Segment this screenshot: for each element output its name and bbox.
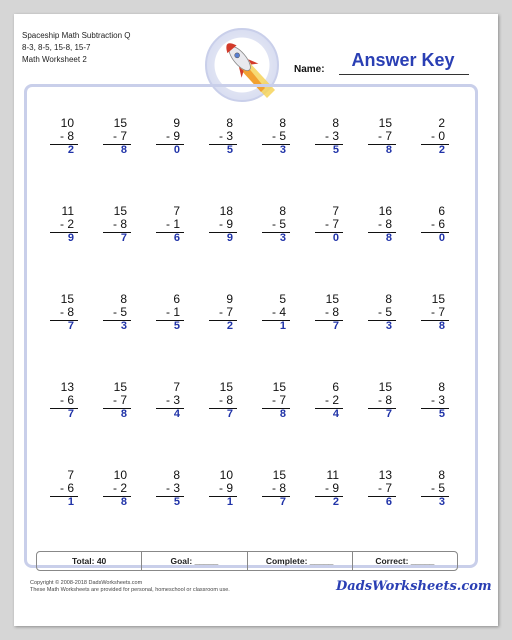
name-label: Name: xyxy=(294,64,325,75)
problem xyxy=(138,380,190,468)
minuend: 8 xyxy=(332,116,339,130)
minus-sign: - xyxy=(218,217,223,231)
answer: 7 xyxy=(332,320,339,332)
minuend: 15 xyxy=(272,380,286,394)
answer: 7 xyxy=(67,408,74,420)
minus-sign: - xyxy=(112,481,117,495)
score-complete: Complete: _____ xyxy=(248,552,353,570)
problem xyxy=(85,468,137,556)
subtrahend-line xyxy=(272,305,286,319)
subtrahend: 1 xyxy=(173,217,180,231)
subtrahend-line xyxy=(325,481,339,495)
minus-sign: - xyxy=(430,129,435,143)
minus-sign: - xyxy=(165,129,170,143)
minuend: 10 xyxy=(60,116,74,130)
score-correct: Correct: _____ xyxy=(375,556,435,566)
subtrahend-line xyxy=(325,129,339,143)
subtrahend-line xyxy=(166,129,180,143)
subtrahend-line xyxy=(166,217,180,231)
minus-sign: - xyxy=(218,393,223,407)
problem xyxy=(350,380,402,468)
minuend: 6 xyxy=(438,204,445,218)
answer: 6 xyxy=(173,232,180,244)
subtrahend-line xyxy=(272,481,286,495)
subtrahend: 9 xyxy=(173,129,180,143)
minus-sign: - xyxy=(218,305,223,319)
subtrahend-line xyxy=(166,305,180,319)
minuend: 11 xyxy=(326,468,339,482)
answer: 0 xyxy=(332,232,339,244)
minus-sign: - xyxy=(271,217,276,231)
answer: 8 xyxy=(120,408,127,420)
minuend: 18 xyxy=(219,204,233,218)
subtrahend: 7 xyxy=(120,129,127,143)
subtrahend-line xyxy=(60,305,74,319)
minus-sign: - xyxy=(112,305,117,319)
subtrahend-line xyxy=(272,129,286,143)
score-bar xyxy=(36,551,458,571)
answer: 0 xyxy=(173,144,180,156)
brand-logo: DadsWorksheets.com xyxy=(336,579,492,594)
minus-sign: - xyxy=(377,481,382,495)
answer: 3 xyxy=(279,144,286,156)
minuend: 8 xyxy=(120,292,127,306)
minuend: 13 xyxy=(60,380,74,394)
subtrahend: 7 xyxy=(385,129,392,143)
subtrahend-line xyxy=(431,217,445,231)
subtrahend: 8 xyxy=(385,217,392,231)
subtrahend-line xyxy=(166,393,180,407)
answer: 5 xyxy=(332,144,339,156)
problem xyxy=(403,292,455,380)
answer: 2 xyxy=(332,496,339,508)
problem xyxy=(403,380,455,468)
subtrahend-line xyxy=(219,217,233,231)
problem xyxy=(191,292,243,380)
problem xyxy=(403,468,455,556)
subtrahend: 0 xyxy=(438,129,445,143)
minus-sign: - xyxy=(377,393,382,407)
answer: 1 xyxy=(279,320,286,332)
answer: 5 xyxy=(438,408,445,420)
problem xyxy=(350,292,402,380)
answer: 2 xyxy=(226,320,233,332)
subtrahend: 5 xyxy=(438,481,445,495)
minuend: 2 xyxy=(438,116,445,130)
minuend: 5 xyxy=(279,292,286,306)
problem xyxy=(191,468,243,556)
answer: 8 xyxy=(438,320,445,332)
minus-sign: - xyxy=(59,217,64,231)
problem xyxy=(297,468,349,556)
problem xyxy=(138,292,190,380)
problem xyxy=(297,116,349,204)
subtrahend: 8 xyxy=(385,393,392,407)
worksheet-header xyxy=(22,30,131,66)
minus-sign: - xyxy=(430,481,435,495)
subtrahend: 7 xyxy=(120,393,127,407)
subtrahend: 6 xyxy=(67,481,74,495)
problem xyxy=(138,204,190,292)
subtrahend: 7 xyxy=(385,481,392,495)
minuend: 8 xyxy=(385,292,392,306)
answer: 7 xyxy=(226,408,233,420)
subtrahend-line xyxy=(325,305,339,319)
answer: 4 xyxy=(173,408,180,420)
minuend: 9 xyxy=(173,116,180,130)
subtrahend-line xyxy=(219,481,233,495)
problem xyxy=(85,116,137,204)
minus-sign: - xyxy=(218,129,223,143)
subtrahend: 7 xyxy=(279,393,286,407)
answer: 3 xyxy=(385,320,392,332)
subtrahend: 2 xyxy=(67,217,74,231)
answer: 8 xyxy=(120,144,127,156)
subtrahend-line xyxy=(219,305,233,319)
minus-sign: - xyxy=(165,393,170,407)
problem xyxy=(403,116,455,204)
minuend: 10 xyxy=(113,468,127,482)
problem xyxy=(32,380,84,468)
subtrahend-line xyxy=(219,129,233,143)
subtrahend: 2 xyxy=(332,393,339,407)
answer-key-label: Answer Key xyxy=(351,50,455,70)
subtrahend-line xyxy=(431,481,445,495)
subtrahend: 9 xyxy=(226,217,233,231)
subtrahend-line xyxy=(378,481,392,495)
minuend: 9 xyxy=(226,292,233,306)
worksheet-subtitle: Math Worksheet 2 xyxy=(22,55,87,64)
problem xyxy=(350,204,402,292)
subtrahend-line xyxy=(113,129,127,143)
minus-sign: - xyxy=(59,393,64,407)
subtrahend: 3 xyxy=(438,393,445,407)
problem xyxy=(297,380,349,468)
problem xyxy=(138,116,190,204)
answer: 3 xyxy=(279,232,286,244)
minus-sign: - xyxy=(377,217,382,231)
minuend: 8 xyxy=(279,204,286,218)
minus-sign: - xyxy=(165,305,170,319)
subtrahend-line xyxy=(325,393,339,407)
subtrahend-line xyxy=(378,305,392,319)
minuend: 13 xyxy=(378,468,392,482)
answer: 5 xyxy=(173,496,180,508)
subtrahend-line xyxy=(378,129,392,143)
minuend: 11 xyxy=(61,204,74,218)
subtrahend: 6 xyxy=(67,393,74,407)
answer: 0 xyxy=(438,232,445,244)
subtrahend-line xyxy=(431,129,445,143)
score-goal: Goal: _____ xyxy=(142,552,247,570)
problem xyxy=(138,468,190,556)
subtrahend: 8 xyxy=(332,305,339,319)
subtrahend-line xyxy=(219,393,233,407)
problem xyxy=(85,380,137,468)
minus-sign: - xyxy=(165,217,170,231)
problem xyxy=(32,116,84,204)
minuend: 15 xyxy=(378,116,392,130)
subtrahend: 3 xyxy=(332,129,339,143)
minus-sign: - xyxy=(218,481,223,495)
problem xyxy=(403,204,455,292)
minuend: 15 xyxy=(431,292,445,306)
answer: 7 xyxy=(67,320,74,332)
minuend: 15 xyxy=(113,204,127,218)
minus-sign: - xyxy=(430,217,435,231)
minus-sign: - xyxy=(112,129,117,143)
minus-sign: - xyxy=(430,393,435,407)
answer: 3 xyxy=(438,496,445,508)
minuend: 15 xyxy=(219,380,233,394)
answer: 6 xyxy=(385,496,392,508)
minuend: 8 xyxy=(438,380,445,394)
minuend: 6 xyxy=(332,380,339,394)
subtrahend-line xyxy=(60,481,74,495)
subtrahend-line xyxy=(113,481,127,495)
minuend: 8 xyxy=(173,468,180,482)
minus-sign: - xyxy=(324,129,329,143)
subtrahend-line xyxy=(166,481,180,495)
problem xyxy=(32,468,84,556)
subtrahend: 5 xyxy=(385,305,392,319)
problem xyxy=(191,116,243,204)
minuend: 15 xyxy=(113,116,127,130)
minuend: 8 xyxy=(279,116,286,130)
minuend: 15 xyxy=(378,380,392,394)
subtrahend-line xyxy=(378,217,392,231)
problem xyxy=(244,380,296,468)
problem xyxy=(244,468,296,556)
minuend: 6 xyxy=(173,292,180,306)
subtrahend-line xyxy=(113,393,127,407)
subtrahend: 3 xyxy=(173,481,180,495)
answer: 1 xyxy=(67,496,74,508)
problem xyxy=(32,292,84,380)
minus-sign: - xyxy=(271,393,276,407)
subtrahend: 7 xyxy=(438,305,445,319)
answer: 8 xyxy=(385,232,392,244)
score-total: Total: 40 xyxy=(37,552,142,570)
minuend: 16 xyxy=(378,204,392,218)
minus-sign: - xyxy=(112,217,117,231)
answer: 7 xyxy=(120,232,127,244)
answer: 9 xyxy=(226,232,233,244)
worksheet-facts: 8-3, 8-5, 15-8, 15-7 xyxy=(22,43,91,52)
answer: 2 xyxy=(67,144,74,156)
footer xyxy=(30,580,230,594)
subtrahend: 3 xyxy=(226,129,233,143)
minus-sign: - xyxy=(377,305,382,319)
minus-sign: - xyxy=(324,481,329,495)
minus-sign: - xyxy=(377,129,382,143)
minuend: 10 xyxy=(219,468,233,482)
answer: 9 xyxy=(67,232,74,244)
minus-sign: - xyxy=(324,393,329,407)
answer: 5 xyxy=(173,320,180,332)
minus-sign: - xyxy=(324,305,329,319)
problem xyxy=(297,292,349,380)
subtrahend: 8 xyxy=(67,305,74,319)
subtrahend: 7 xyxy=(226,305,233,319)
minus-sign: - xyxy=(59,481,64,495)
problem xyxy=(244,204,296,292)
subtrahend: 3 xyxy=(173,393,180,407)
problem xyxy=(32,204,84,292)
subtrahend-line xyxy=(325,217,339,231)
answer: 4 xyxy=(332,408,339,420)
minuend: 7 xyxy=(173,380,180,394)
minus-sign: - xyxy=(430,305,435,319)
minus-sign: - xyxy=(59,305,64,319)
subtrahend: 1 xyxy=(173,305,180,319)
minus-sign: - xyxy=(112,393,117,407)
problem xyxy=(85,204,137,292)
minuend: 7 xyxy=(332,204,339,218)
problem xyxy=(85,292,137,380)
minus-sign: - xyxy=(165,481,170,495)
worksheet-title: Spaceship Math Subtraction Q xyxy=(22,31,131,40)
subtrahend: 5 xyxy=(120,305,127,319)
answer: 7 xyxy=(279,496,286,508)
minuend: 15 xyxy=(272,468,286,482)
subtrahend: 8 xyxy=(226,393,233,407)
problem xyxy=(244,116,296,204)
subtrahend-line xyxy=(113,305,127,319)
problem xyxy=(191,204,243,292)
subtrahend-line xyxy=(113,217,127,231)
subtrahend: 8 xyxy=(67,129,74,143)
minuend: 15 xyxy=(60,292,74,306)
answer: 8 xyxy=(120,496,127,508)
minuend: 8 xyxy=(226,116,233,130)
subtrahend-line xyxy=(378,393,392,407)
minus-sign: - xyxy=(271,129,276,143)
subtrahend: 8 xyxy=(120,217,127,231)
subtrahend: 5 xyxy=(279,217,286,231)
subtrahend-line xyxy=(272,217,286,231)
problem-grid xyxy=(32,116,460,556)
problem xyxy=(350,116,402,204)
answer: 2 xyxy=(438,144,445,156)
subtrahend: 6 xyxy=(438,217,445,231)
answer: 5 xyxy=(226,144,233,156)
problem xyxy=(191,380,243,468)
usage-note: These Math Worksheets are provided for personal, homeschool or classroom use. xyxy=(30,587,230,593)
minuend: 15 xyxy=(113,380,127,394)
subtrahend: 5 xyxy=(279,129,286,143)
minuend: 7 xyxy=(67,468,74,482)
problem xyxy=(297,204,349,292)
subtrahend-line xyxy=(431,305,445,319)
answer: 3 xyxy=(120,320,127,332)
subtrahend: 9 xyxy=(332,481,339,495)
name-line xyxy=(339,74,469,75)
minus-sign: - xyxy=(59,129,64,143)
answer: 8 xyxy=(279,408,286,420)
problem xyxy=(244,292,296,380)
copyright-text: Copyright © 2008-2018 DadsWorksheets.com xyxy=(30,580,143,586)
minuend: 15 xyxy=(325,292,339,306)
subtrahend: 9 xyxy=(226,481,233,495)
problem xyxy=(350,468,402,556)
answer: 1 xyxy=(226,496,233,508)
minuend: 7 xyxy=(173,204,180,218)
subtrahend-line xyxy=(60,393,74,407)
minus-sign: - xyxy=(324,217,329,231)
subtrahend: 4 xyxy=(279,305,286,319)
minus-sign: - xyxy=(271,305,276,319)
subtrahend-line xyxy=(431,393,445,407)
minuend: 8 xyxy=(438,468,445,482)
subtrahend: 2 xyxy=(120,481,127,495)
minus-sign: - xyxy=(271,481,276,495)
answer: 7 xyxy=(385,408,392,420)
answer: 8 xyxy=(385,144,392,156)
subtrahend-line xyxy=(60,217,74,231)
subtrahend: 7 xyxy=(332,217,339,231)
subtrahend: 8 xyxy=(279,481,286,495)
subtrahend-line xyxy=(60,129,74,143)
subtrahend-line xyxy=(272,393,286,407)
